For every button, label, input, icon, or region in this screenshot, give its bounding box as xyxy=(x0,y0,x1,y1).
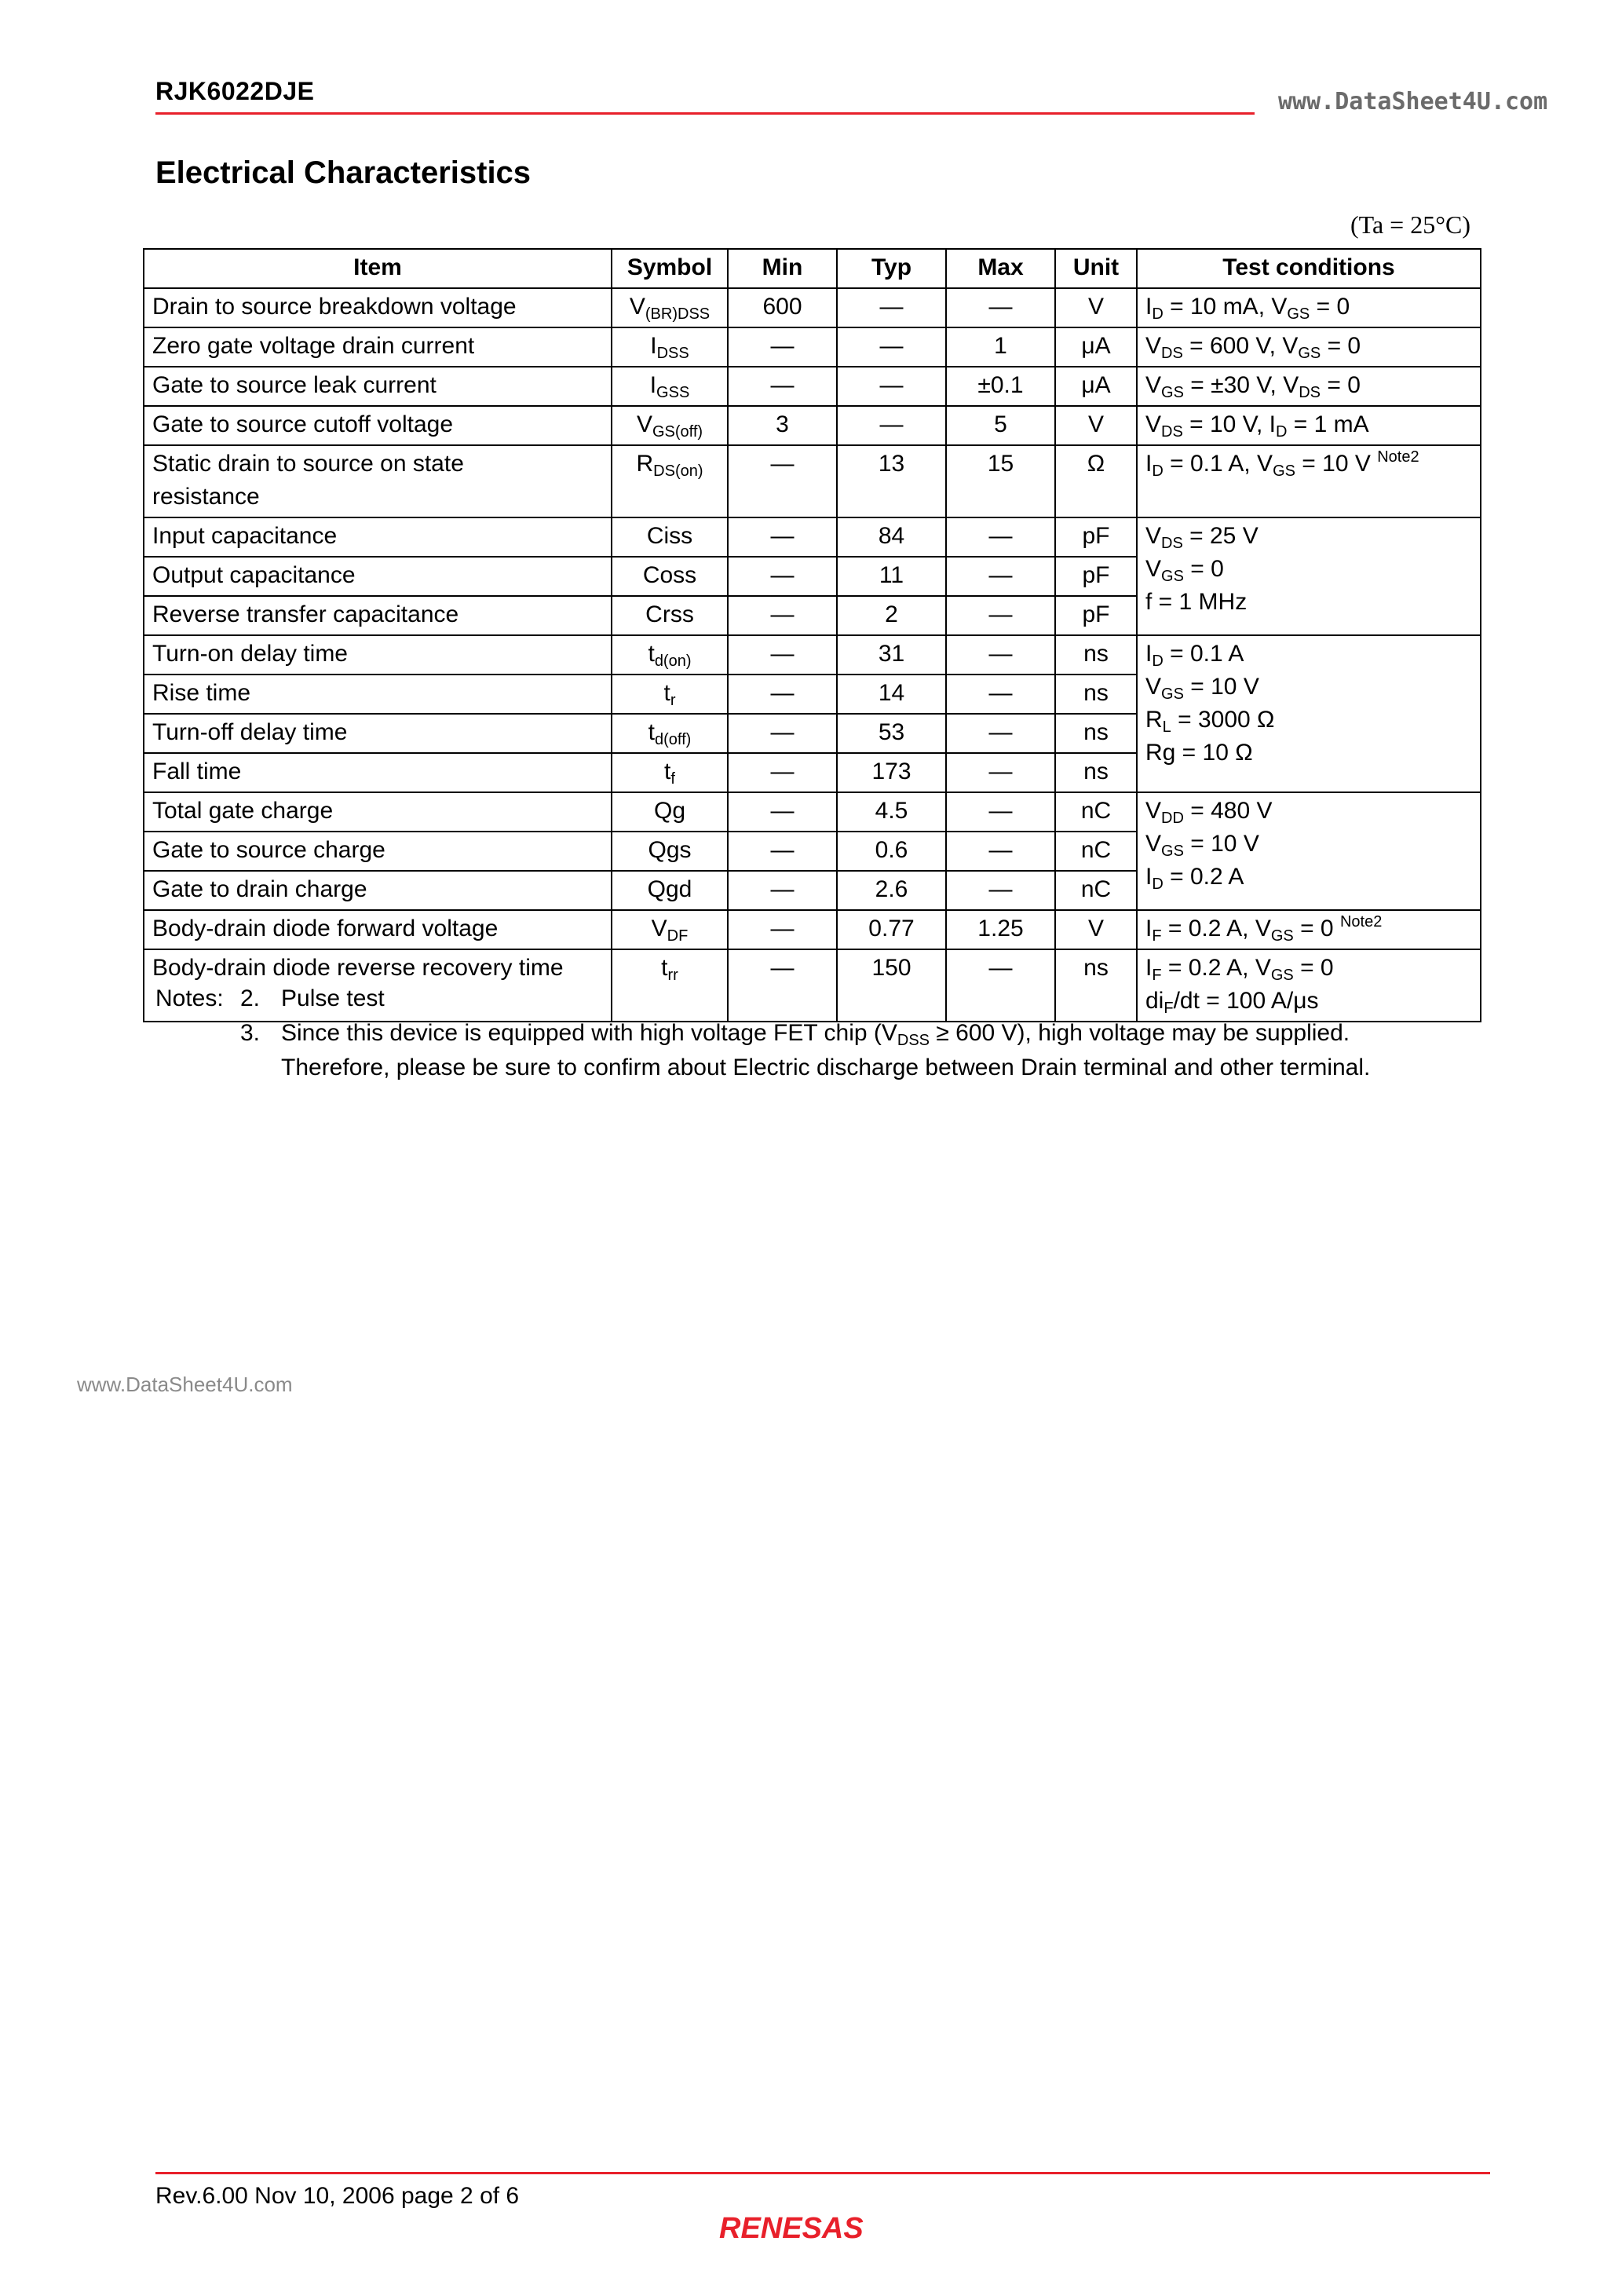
unit-cell: pF xyxy=(1055,557,1137,596)
typ-cell: 53 xyxy=(837,714,946,753)
test-condition-cell: $V_{DS} = 10$ V, $I_D = 1$ mA xyxy=(1137,406,1481,445)
max-cell: — xyxy=(946,949,1055,1022)
logo-text: RENESAS xyxy=(719,2212,864,2245)
unit-cell: ns xyxy=(1055,714,1137,753)
max-cell: — xyxy=(946,792,1055,832)
test-condition-cell: $V_{DS} = 25$ V $V_{GS} = 0$ f = 1 MHz xyxy=(1137,517,1481,635)
min-cell: — xyxy=(728,557,837,596)
item-cell: Drain to source breakdown voltage xyxy=(144,288,612,327)
item-cell: Reverse transfer capacitance xyxy=(144,596,612,635)
col-header-symbol: Symbol xyxy=(612,249,728,288)
symbol-cell: Qg xyxy=(612,792,728,832)
item-cell: Static drain to source on state resistance xyxy=(144,445,612,517)
min-cell: — xyxy=(728,910,837,949)
min-cell: — xyxy=(728,675,837,714)
min-cell: — xyxy=(728,517,837,557)
unit-cell: ns xyxy=(1055,675,1137,714)
table-row xyxy=(144,517,1481,557)
unit-cell: ns xyxy=(1055,635,1137,675)
symbol-cell: $t_r$ xyxy=(612,675,728,714)
col-header-typ: Typ xyxy=(837,249,946,288)
test-condition-cell: $I_F = 0.2$ A, $V_{GS} = 0$ $di_F/dt = 100$ A/μs xyxy=(1137,949,1481,1022)
min-cell: — xyxy=(728,714,837,753)
table-row xyxy=(144,792,1481,832)
typ-cell: 31 xyxy=(837,635,946,675)
max-cell: — xyxy=(946,288,1055,327)
unit-cell: nC xyxy=(1055,832,1137,871)
test-condition-cell: $V_{DS} = 600$ V, $V_{GS} = 0$ xyxy=(1137,327,1481,367)
test-condition-cell: $I_F = 0.2$ A, $V_{GS} = 0$ $^{Note2}$ xyxy=(1137,910,1481,949)
min-cell: — xyxy=(728,832,837,871)
symbol-cell: $V_{DF}$ xyxy=(612,910,728,949)
min-cell: — xyxy=(728,445,837,517)
max-cell: 5 xyxy=(946,406,1055,445)
typ-cell: — xyxy=(837,288,946,327)
item-cell: Gate to source cutoff voltage xyxy=(144,406,612,445)
min-cell: — xyxy=(728,327,837,367)
watermark-middle: www.DataSheet4U.com xyxy=(77,1373,293,1396)
symbol-cell: Qgd xyxy=(612,871,728,910)
typ-cell: 150 xyxy=(837,949,946,1022)
min-cell: — xyxy=(728,753,837,792)
symbol-cell: Ciss xyxy=(612,517,728,557)
min-cell: — xyxy=(728,792,837,832)
symbol-cell: $t_{d(on)}$ xyxy=(612,635,728,675)
unit-cell: pF xyxy=(1055,517,1137,557)
ambient-condition: (Ta = 25°C) xyxy=(1350,210,1471,239)
typ-cell: 4.5 xyxy=(837,792,946,832)
test-condition-cell: $V_{DD} = 480$ V $V_{GS} = 10$ V $I_D = 0.2$ A xyxy=(1137,792,1481,910)
unit-cell: nC xyxy=(1055,871,1137,910)
section-title: Electrical Characteristics xyxy=(155,155,532,190)
watermark-top: www.DataSheet4U.com xyxy=(1278,88,1548,115)
footer-rule xyxy=(155,2172,1490,2174)
symbol-cell: $V_{(BR)DSS}$ xyxy=(612,288,728,327)
typ-cell: 2 xyxy=(837,596,946,635)
unit-cell: nC xyxy=(1055,792,1137,832)
item-cell: Gate to source leak current xyxy=(144,367,612,406)
unit-cell: Ω xyxy=(1055,445,1137,517)
test-condition-cell: $I_D = 10$ mA, $V_{GS} = 0$ xyxy=(1137,288,1481,327)
symbol-cell: $I_{DSS}$ xyxy=(612,327,728,367)
max-cell: — xyxy=(946,714,1055,753)
renesas-logo xyxy=(719,2208,915,2251)
table-row xyxy=(144,367,1481,406)
symbol-cell: $I_{GSS}$ xyxy=(612,367,728,406)
typ-cell: 0.6 xyxy=(837,832,946,871)
item-cell: Body-drain diode reverse recovery time xyxy=(144,949,612,1022)
max-cell: — xyxy=(946,753,1055,792)
symbol-cell: $V_{GS(off)}$ xyxy=(612,406,728,445)
table-header-row xyxy=(144,249,1481,288)
min-cell: 3 xyxy=(728,406,837,445)
max-cell: — xyxy=(946,832,1055,871)
min-cell: 600 xyxy=(728,288,837,327)
test-condition-cell: $I_D = 0.1$ A, $V_{GS} = 10$ V $^{Note2}$ xyxy=(1137,445,1481,517)
max-cell: 1 xyxy=(946,327,1055,367)
unit-cell: V xyxy=(1055,910,1137,949)
item-cell: Output capacitance xyxy=(144,557,612,596)
typ-cell: — xyxy=(837,327,946,367)
typ-cell: 11 xyxy=(837,557,946,596)
col-header-item: Item xyxy=(144,249,612,288)
max-cell: — xyxy=(946,557,1055,596)
item-cell: Turn-off delay time xyxy=(144,714,612,753)
note-text: Since this device is equipped with high voltage FET chip ($V_{DSS} \ge 600$ V), high voltage may be supplied. xyxy=(281,1020,1350,1049)
item-cell: Input capacitance xyxy=(144,517,612,557)
min-cell: — xyxy=(728,596,837,635)
typ-cell: — xyxy=(837,406,946,445)
max-cell: 15 xyxy=(946,445,1055,517)
table-row xyxy=(144,445,1481,517)
typ-cell: 84 xyxy=(837,517,946,557)
item-cell: Gate to drain charge xyxy=(144,871,612,910)
max-cell: — xyxy=(946,596,1055,635)
symbol-cell: $t_{rr}$ xyxy=(612,949,728,1022)
min-cell: — xyxy=(728,949,837,1022)
symbol-cell: $t_f$ xyxy=(612,753,728,792)
col-header-max: Max xyxy=(946,249,1055,288)
item-cell: Zero gate voltage drain current xyxy=(144,327,612,367)
max-cell: ±0.1 xyxy=(946,367,1055,406)
unit-cell: V xyxy=(1055,406,1137,445)
symbol-cell: $R_{DS(on)}$ xyxy=(612,445,728,517)
typ-cell: 0.77 xyxy=(837,910,946,949)
item-cell: Gate to source charge xyxy=(144,832,612,871)
unit-cell: ns xyxy=(1055,753,1137,792)
typ-cell: 2.6 xyxy=(837,871,946,910)
item-cell: Rise time xyxy=(144,675,612,714)
table-row xyxy=(144,406,1481,445)
symbol-cell: Crss xyxy=(612,596,728,635)
typ-cell: 13 xyxy=(837,445,946,517)
max-cell: — xyxy=(946,517,1055,557)
table-row xyxy=(144,327,1481,367)
unit-cell: μA xyxy=(1055,367,1137,406)
min-cell: — xyxy=(728,367,837,406)
unit-cell: V xyxy=(1055,288,1137,327)
table-row xyxy=(144,288,1481,327)
note-number: 3. xyxy=(240,1020,261,1046)
item-cell: Total gate charge xyxy=(144,792,612,832)
header-rule xyxy=(155,112,1255,115)
max-cell: — xyxy=(946,635,1055,675)
test-condition-cell: $V_{GS} = \pm 30$ V, $V_{DS} = 0$ xyxy=(1137,367,1481,406)
max-cell: — xyxy=(946,871,1055,910)
test-condition-cell: $I_D = 0.1$ A $V_{GS} = 10$ V $R_L = 3000$ Ω Rg = 10 Ω xyxy=(1137,635,1481,792)
unit-cell: μA xyxy=(1055,327,1137,367)
min-cell: — xyxy=(728,635,837,675)
unit-cell: pF xyxy=(1055,596,1137,635)
min-cell: — xyxy=(728,871,837,910)
col-header-unit: Unit xyxy=(1055,249,1137,288)
item-cell: Turn-on delay time xyxy=(144,635,612,675)
footer-revision: Rev.6.00 Nov 10, 2006 page 2 of 6 xyxy=(155,2183,520,2209)
symbol-cell: Qgs xyxy=(612,832,728,871)
notes-label: Notes: xyxy=(155,985,224,1011)
part-number: RJK6022DJE xyxy=(155,77,315,105)
max-cell: — xyxy=(946,675,1055,714)
table-row xyxy=(144,635,1481,675)
typ-cell: 173 xyxy=(837,753,946,792)
item-cell: Body-drain diode forward voltage xyxy=(144,910,612,949)
unit-cell: ns xyxy=(1055,949,1137,1022)
typ-cell: — xyxy=(837,367,946,406)
symbol-cell: Coss xyxy=(612,557,728,596)
item-cell: Fall time xyxy=(144,753,612,792)
typ-cell: 14 xyxy=(837,675,946,714)
note-text: Therefore, please be sure to confirm about Electric discharge between Drain terminal and other terminal. xyxy=(281,1055,1371,1080)
note-number: 2. xyxy=(240,985,261,1011)
col-header-test-conditions: Test conditions xyxy=(1137,249,1481,288)
symbol-cell: $t_{d(off)}$ xyxy=(612,714,728,753)
col-header-min: Min xyxy=(728,249,837,288)
table-row xyxy=(144,910,1481,949)
max-cell: 1.25 xyxy=(946,910,1055,949)
note-text: Pulse test xyxy=(281,985,385,1011)
electrical-characteristics-table xyxy=(143,248,1481,1022)
